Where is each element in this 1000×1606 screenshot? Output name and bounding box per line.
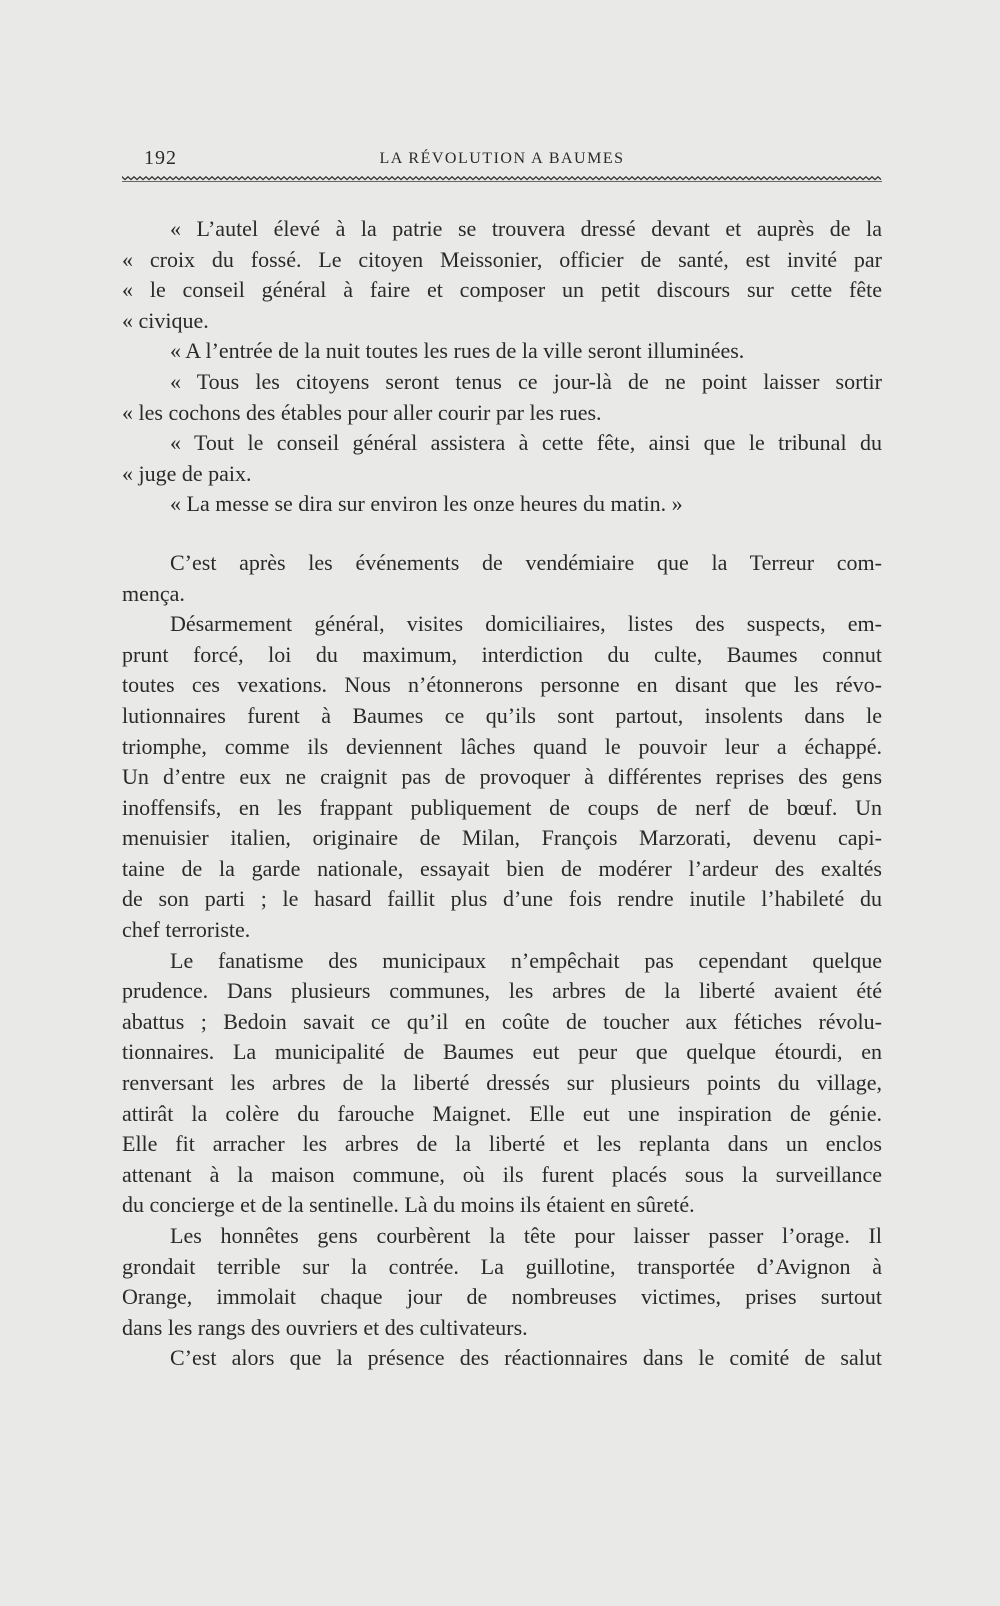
text-line: du concierge et de la sentinelle. Là du moins ils étaient en sûreté. xyxy=(122,1192,695,1218)
page-header xyxy=(122,143,882,173)
text-line: de son parti ; le hasard faillit plus d’une fois rendre inutile l’habileté du xyxy=(122,886,882,912)
running-title: LA RÉVOLUTION A BAUMES xyxy=(379,150,625,167)
text-line: « A l’entrée de la nuit toutes les rues de la ville seront illuminées. xyxy=(170,338,745,364)
text-line: tionnaires. La municipalité de Baumes eut peur que quelque étourdi, en xyxy=(122,1039,882,1065)
text-line: « les cochons des étables pour aller courir par les rues. xyxy=(122,399,602,425)
text-line: « civique. xyxy=(122,307,209,333)
text-line: prudence. Dans plusieurs communes, les arbres de la liberté avaient été xyxy=(122,978,882,1004)
text-line: triomphe, comme ils deviennent lâches quand le pouvoir leur a échappé. xyxy=(122,733,882,759)
text-line: dans les rangs des ouvriers et des cultivateurs. xyxy=(122,1314,528,1340)
text-line: Le fanatisme des municipaux n’empêchait pas cependant quelque xyxy=(170,947,882,973)
text-line: « juge de paix. xyxy=(122,460,252,486)
body-text xyxy=(122,214,882,1374)
text-line: « croix du fossé. Le citoyen Meissonier, officier de santé, est invité par xyxy=(122,246,882,272)
text-line: lutionnaires furent à Baumes ce qu’ils sont partout, insolents dans le xyxy=(122,702,882,728)
text-line: attirât la colère du farouche Maignet. Elle eut une inspiration de génie. xyxy=(122,1100,882,1126)
text-line: taine de la garde nationale, essayait bien de modérer l’ardeur des exaltés xyxy=(122,855,882,881)
text-line: Orange, immolait chaque jour de nombreuses victimes, prises surtout xyxy=(122,1284,882,1310)
text-line: prunt forcé, loi du maximum, interdiction du culte, Baumes connut xyxy=(122,641,882,667)
text-line: renversant les arbres de la liberté dressés sur plusieurs points du village, xyxy=(122,1070,882,1096)
text-line: mença. xyxy=(122,580,185,606)
text-line: menuisier italien, originaire de Milan, François Marzorati, devenu capi- xyxy=(122,825,882,851)
text-line: Elle fit arracher les arbres de la liberté et les replanta dans un enclos xyxy=(122,1131,882,1157)
text-line: « le conseil général à faire et composer un petit discours sur cette fête xyxy=(122,277,882,303)
text-line: inoffensifs, en les frappant publiquement de coups de nerf de bœuf. Un xyxy=(122,794,882,820)
text-line: Un d’entre eux ne craignit pas de provoquer à différentes reprises des gens xyxy=(122,764,882,790)
text-line: C’est alors que la présence des réactionnaires dans le comité de salut xyxy=(170,1345,882,1371)
text-line: toutes ces vexations. Nous n’étonnerons personne en disant que les révo- xyxy=(122,672,882,698)
text-line: grondait terrible sur la contrée. La guillotine, transportée d’Avignon à xyxy=(122,1253,882,1279)
text-line: « Tout le conseil général assistera à cette fête, ainsi que le tribunal du xyxy=(170,430,882,456)
text-line: « Tous les citoyens seront tenus ce jour-là de ne point laisser sortir xyxy=(170,368,882,394)
paragraph-gap xyxy=(122,520,882,548)
text-line: C’est après les événements de vendémiaire que la Terreur com- xyxy=(170,549,882,575)
text-line: Les honnêtes gens courbèrent la tête pour laisser passer l’orage. Il xyxy=(170,1223,882,1248)
page-number: 192 xyxy=(144,147,177,169)
text-line: chef terroriste. xyxy=(122,917,251,943)
text-line: attenant à la maison commune, où ils furent placés sous la surveillance xyxy=(122,1161,882,1187)
text-line: abattus ; Bedoin savait ce qu’il en coûte de toucher aux fétiches révolu- xyxy=(122,1008,882,1034)
text-line: « La messe se dira sur environ les onze heures du matin. » xyxy=(170,491,683,517)
text-line: « L’autel élevé à la patrie se trouvera dressé devant et auprès de la xyxy=(170,216,882,241)
text-line: Désarmement général, visites domiciliaires, listes des suspects, em- xyxy=(170,611,882,637)
wavy-header-rule xyxy=(122,175,882,183)
